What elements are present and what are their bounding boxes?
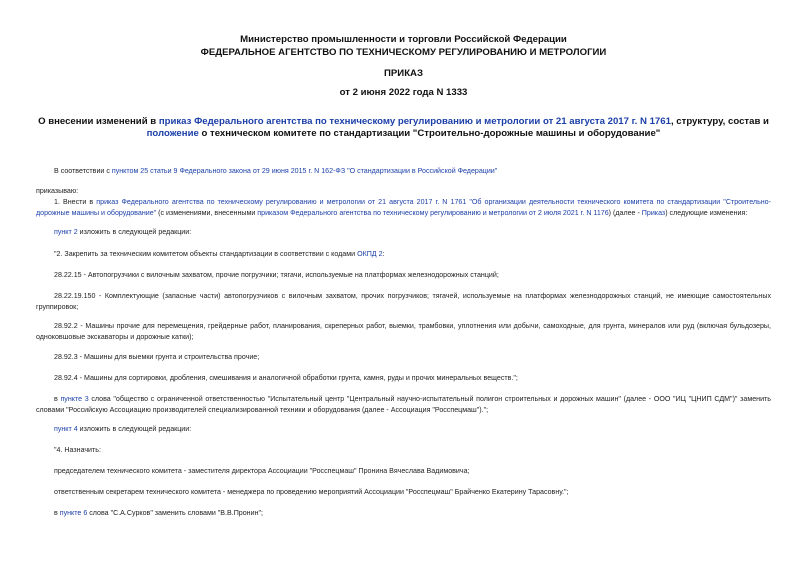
p1-text: ) следующие изменения:: [665, 209, 748, 217]
document-type: ПРИКАЗ: [384, 68, 423, 79]
intro-paragraph: [36, 166, 771, 177]
title-link-regulation[interactable]: положение: [146, 128, 199, 139]
p9-text: слова "С.А.Сурков" заменить словами "В.В.Пронин";: [87, 509, 263, 517]
code-item: 28.92.3 - Машины для выемки грунта и строительства прочие;: [54, 353, 260, 361]
punkt-4-link[interactable]: пункт 4: [54, 425, 78, 433]
p1-prikaz-link[interactable]: Приказ: [641, 209, 666, 217]
paragraph-2: [36, 227, 771, 238]
okpd2-link[interactable]: ОКПД 2: [357, 250, 383, 258]
p3-text: :: [382, 250, 385, 258]
ministry-header: Министерство промышленности и торговли Российской Федерации: [240, 34, 567, 45]
p1-text: 1. Внести в: [54, 198, 97, 206]
document-title: [36, 116, 771, 140]
title-text: о техническом комитете по стандартизации "Строительно-дорожные машины и оборудование": [198, 128, 661, 139]
paragraph-5: [36, 424, 771, 435]
paragraph-4: [36, 394, 771, 416]
paragraph-6: "4. Назначить:: [54, 446, 101, 454]
code-item: 28.22.15 - Автопогрузчики с вилочным захватом, прочие погрузчики; тягачи, используемые на платформах железнодорожных станций;: [54, 271, 499, 279]
paragraph-8: ответственным секретарем технического комитета - менеджера по проведению мероприятий Ассоциации "Росспецмаш" Брайченко Екатерину Тарасовну.";: [54, 488, 569, 496]
p5-text: изложить в следующей редакции:: [77, 425, 192, 433]
paragraph-7: председателем технического комитета - заместителя директора Ассоциации "Росспецмаш" Пронина Вячеслава Вадимовича;: [54, 467, 470, 475]
intro-text: В соответствии с: [54, 167, 112, 175]
title-text: , структуру, состав и: [670, 116, 769, 127]
title-link-order-1761[interactable]: приказ Федерального агентства по техническому регулированию и метрологии от 21 августа 2017 г. N 1761: [158, 116, 671, 127]
p4-text: в: [54, 395, 61, 403]
paragraph-1: [36, 197, 771, 219]
p3-text: "2. Закрепить за техническим комитетом объекты стандартизации в соответствии с кодами: [54, 250, 358, 258]
punkt-3-link[interactable]: пункте 3: [60, 395, 89, 403]
punkt-6-link[interactable]: пункте 6: [59, 509, 88, 517]
p2-text: изложить в следующей редакции:: [77, 228, 192, 236]
p9-text: в: [54, 509, 60, 517]
p1-text: (с изменениями, внесенными: [156, 209, 258, 217]
agency-header: ФЕДЕРАЛЬНОЕ АГЕНТСТВО ПО ТЕХНИЧЕСКОМУ РЕГУЛИРОВАНИЮ И МЕТРОЛОГИИ: [200, 47, 607, 58]
paragraph-3: [36, 249, 771, 260]
document-date-number: от 2 июня 2022 года N 1333: [339, 87, 468, 98]
order-word: приказываю:: [36, 187, 79, 195]
punkt-2-link[interactable]: пункт 2: [54, 228, 78, 236]
title-text: О внесении изменений в: [38, 116, 159, 127]
code-item: 28.92.2 - Машины прочие для перемещения, грейдерные работ, планирования, скреперных работ, выемки, трамбовки, уплотнения или добычи, самоходные, для грунта, минералов или руд (включая бульдозеры, одноковшовые экскаваторы и дорожные катки);: [36, 322, 771, 341]
p1-order-1761-link[interactable]: приказ Федерального агентства по техническому регулированию и метрологии от 21 августа 2017 г. N 1761 "Об организации деятельности технического комитета по стандартизации "Строительно-дорожные машины и оборудование": [36, 198, 771, 217]
paragraph-9: [36, 508, 771, 519]
code-item: 28.22.19.150 - Комплектующие (запасные части) автопогрузчиков с вилочным захватом, прочих погрузчиков; тягачей, используемые на платформах железнодорожных станций, не имеющие самостоятельных группировок;: [36, 292, 771, 311]
p1-order-1176-link[interactable]: приказом Федерального агентства по техническому регулированию и метрологии от 2 июля 2021 г. N 1176: [257, 209, 609, 217]
p1-text: ) (далее -: [608, 209, 642, 217]
intro-law-link[interactable]: пунктом 25 статьи 9 Федерального закона от 29 июня 2015 г. N 162-ФЗ "О стандартизации в Российской Федерации": [111, 167, 498, 175]
p4-text: слова "общество с ограниченной ответственностью "Испытательный центр "Центральный научно-испытательный полигон строительных и дорожных машин" (далее - ООО "ИЦ "ЦНИП СДМ")" заменить словами "Российскую Ассоциацию производителей специализированной техники и оборудования (далее - Ассоциация "Росспецмаш").";: [36, 395, 771, 414]
code-item: 28.92.4 - Машины для сортировки, дробления, смешивания и аналогичной обработки грунта, камня, руды и прочих минеральных веществ.";: [54, 374, 518, 382]
